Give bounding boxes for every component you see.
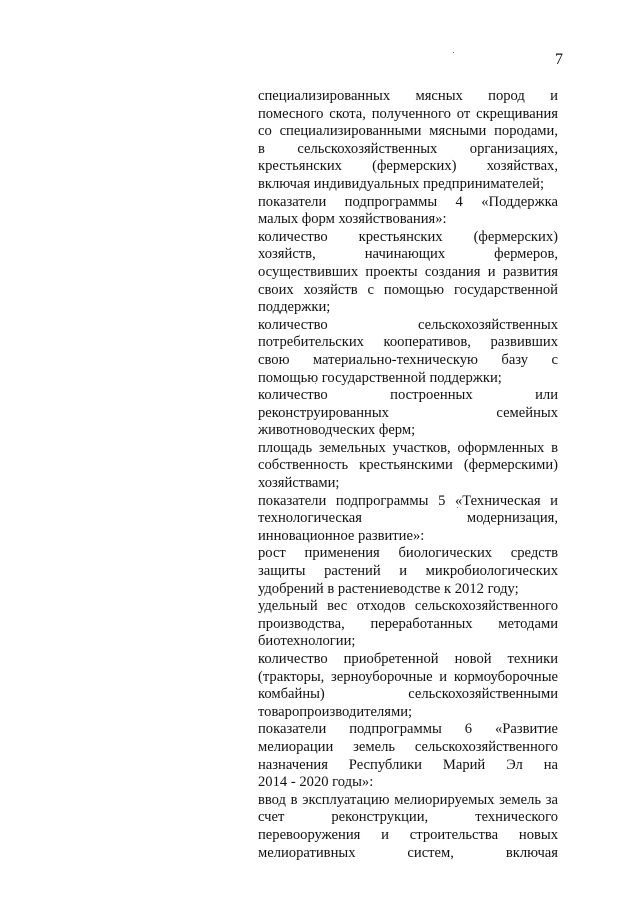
text-line: животноводческих ферм; [258, 422, 416, 439]
text-line: площадь земельных участков, оформленных в [258, 439, 558, 456]
text-line: хозяйств, начинающих фермеров, [258, 246, 558, 263]
text-line: перевооружения и строительства новых [258, 826, 558, 843]
text-line: показатели подпрограммы 6 «Развитие [258, 721, 558, 738]
text-line: счет реконструкции, технического [258, 809, 558, 826]
text-line: защиты растений и микробиологических [258, 563, 558, 580]
text-line: удобрений в растениеводстве к 2012 году; [258, 580, 519, 597]
text-line: ввод в эксплуатацию мелиорируемых земель за [258, 791, 558, 808]
text-line: со специализированными мясными породами, [258, 123, 558, 140]
page-number: 7 [555, 51, 563, 68]
text-line: показатели подпрограммы 4 «Поддержка [258, 193, 558, 210]
text-line: малых форм хозяйствования»: [258, 211, 447, 228]
text-line: количество приобретенной новой техники [258, 651, 558, 667]
text-line: свою материально-техническую базу с [258, 351, 558, 368]
text-line: производства, переработанных методами [258, 615, 558, 632]
document-body [258, 88, 558, 862]
text-line: удельный вес отходов сельскохозяйственного [258, 598, 558, 615]
text-line: технологическая модернизация, [258, 510, 558, 527]
text-line: специализированных мясных пород и [258, 88, 558, 104]
text-line: в сельскохозяйственных организациях, [258, 140, 558, 157]
text-line: мелиоративных систем, включая [258, 844, 558, 861]
text-line: хозяйствами; [258, 475, 340, 492]
text-line: 2014 - 2020 годы»: [258, 774, 374, 791]
text-line: биотехнологии; [258, 633, 356, 650]
text-line: инновационное развитие»: [258, 527, 425, 544]
text-line: помощью государственной поддержки; [258, 369, 502, 386]
text-line: комбайны) сельскохозяйственными [258, 686, 558, 703]
text-line: осуществивших проекты создания и развития [258, 263, 558, 280]
text-line: включая индивидуальных предпринимателей; [258, 175, 545, 192]
text-line: показатели подпрограммы 5 «Техническая и [258, 492, 558, 509]
text-line: помесного скота, полученного от скрещивания [258, 105, 558, 122]
text-line: количество сельскохозяйственных [258, 316, 558, 333]
text-line: крестьянских (фермерских) хозяйствах, [258, 158, 558, 175]
text-line: своих хозяйств с помощью государственной [258, 281, 558, 298]
scan-speck [453, 52, 454, 53]
text-line: реконструированных семейных [258, 404, 558, 421]
text-line: мелиорации земель сельскохозяйственного [258, 738, 558, 755]
text-line: поддержки; [258, 299, 331, 316]
text-line: товаропроизводителями; [258, 703, 413, 720]
text-line: количество крестьянских (фермерских) [258, 228, 558, 245]
text-line: рост применения биологических средств [258, 545, 558, 562]
text-line: количество построенных или [258, 387, 558, 404]
text-line: назначения Республики Марий Эл на [258, 756, 558, 773]
text-line: потребительских кооперативов, развивших [258, 334, 558, 351]
text-line: (тракторы, зерноуборочные и кормоуборочные [258, 668, 558, 685]
text-line: собственность крестьянскими (фермерскими) [258, 457, 558, 474]
